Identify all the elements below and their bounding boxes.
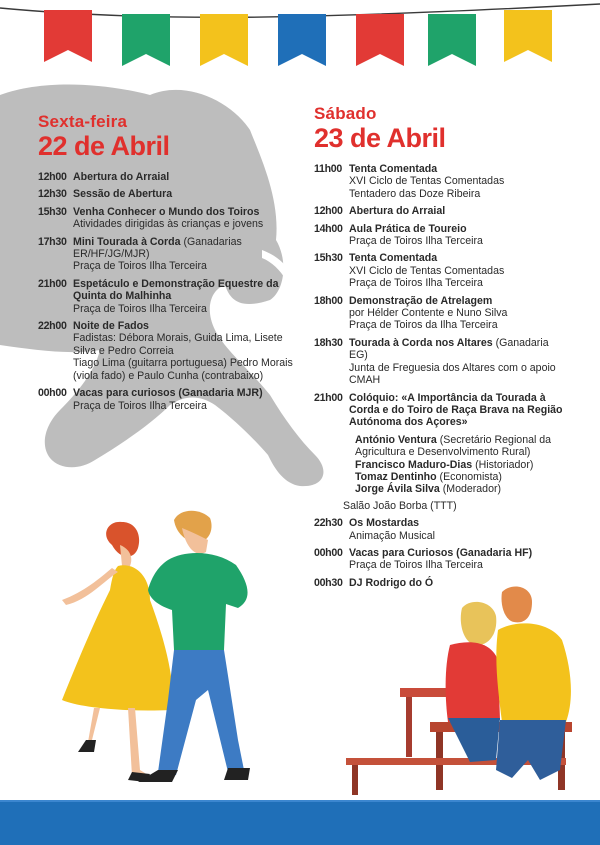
event-time: 18h00 [314,294,343,307]
speaker: Jorge Ávila Silva (Moderador) [355,483,502,496]
event-detail-line: XVI Ciclo de Tentas Comentadas [349,175,505,188]
event-title: Vacas para Curiosos (Ganadaria HF) [349,546,533,559]
man-dancer-icon [138,511,250,782]
event-time: 18h30 [314,336,343,349]
event-title-extra: (Ganadarias ER/HF/JG/MJR) [73,235,242,261]
event-time: 00h30 [314,576,343,589]
event-detail-line: Praça de Toiros Ilha Terceira [349,235,483,248]
event-time: 22h30 [314,517,343,530]
bunting-flag [356,14,404,66]
event-title: Tenta Comentada [349,163,438,175]
event-details [73,236,300,273]
event-time: 22h00 [38,320,67,333]
event-title: Mini Tourada à Corda (Ganadarias ER/HF/JG/MJR) [73,235,242,261]
event-details [349,547,564,572]
event-title: Colóquio: «A Importância da Tourada à Corda e do Toiro de Raça Brava na Região Autónoma dos Açores» [349,391,563,429]
schedule-event [314,392,564,513]
bunting-flag [44,10,92,62]
event-detail-line: Praça de Toiros Ilha Terceira [73,399,207,412]
event-title: Noite de Fados [73,320,149,333]
bunting-flag [122,14,170,66]
event-detail-line: Tiago Lima (guitarra portuguesa) Pedro Morais (viola fado) e Paulo Cunha (contrabaixo) [73,357,293,382]
event-details [73,387,300,412]
event-title: Aula Prática de Toureio [349,222,467,235]
schedule-event [314,547,564,572]
bunting-flag [200,14,248,66]
event-time: 00h00 [38,387,67,400]
ground-band [0,802,600,845]
bunting-flag [278,14,326,66]
event-title: Demonstração de Atrelagem [349,294,493,307]
event-detail-line: Praça de Toiros da Ilha Terceira [349,319,498,332]
schedule-event [38,320,300,382]
event-details [349,517,564,542]
event-time: 15h30 [314,252,343,265]
saturday-schedule [314,163,564,594]
bunting [0,0,600,100]
event-time: 15h30 [38,205,67,218]
friday-date: 22 de Abril [38,131,170,161]
event-title: Venha Conhecer o Mundo dos Toiros [73,205,260,218]
schedule-event [314,577,564,589]
event-title: Tenta Comentada [349,252,438,265]
schedule-event [38,387,300,412]
schedule-event [38,171,300,183]
schedule-event [38,236,300,273]
event-detail-line: Praça de Toiros Ilha Terceira [73,302,207,315]
event-details [349,223,564,248]
event-title: Os Mostardas [349,517,420,530]
event-detail-line: Praça de Toiros Ilha Terceira [349,559,483,572]
event-details [73,171,300,183]
friday-schedule [38,171,300,417]
event-time: 11h00 [314,163,342,175]
schedule-event [314,223,564,248]
event-title: Tourada à Corda nos Altares (Ganadaria EG) [349,336,549,362]
event-time: 21h00 [38,277,67,290]
event-time: 17h30 [38,235,67,248]
schedule-event [314,205,564,217]
schedule-event [314,252,564,289]
schedule-event [314,337,564,387]
event-details [349,337,564,387]
event-time: 12h00 [314,205,343,218]
event-title: Espetáculo e Demonstração Equestre da Quinta do Malhinha [73,277,279,303]
schedule-event [38,188,300,200]
event-details [349,577,564,589]
schedule-event [314,517,564,542]
saturday-day-name: Sábado [314,104,377,123]
event-detail-line: Praça de Toiros Ilha Terceira [349,277,483,290]
friday-header [38,112,170,160]
saturday-header [314,104,446,152]
event-detail-line: Animação Musical [349,529,435,542]
speaker: Tomaz Dentinho (Economista) [355,470,502,483]
event-title: Vacas para curiosos (Ganadaria MJR) [73,387,263,400]
event-details [349,205,564,217]
event-details [349,252,564,289]
event-title-extra: (Ganadaria EG) [349,336,549,362]
event-details [349,295,564,332]
event-title: Abertura do Arraial [73,171,170,183]
speaker: Francisco Maduro-Dias (Historiador) [355,458,534,471]
event-detail-line: Praça de Toiros Ilha Terceira [73,260,207,273]
event-time: 00h00 [314,546,343,559]
event-details [349,163,564,200]
event-title: Sessão de Abertura [73,188,173,201]
event-detail-line: Junta de Freguesia dos Altares com o apoio CMAH [349,361,556,387]
event-time: 12h30 [38,188,67,201]
event-venue: Salão João Borba (TTT) [343,499,457,512]
event-title: DJ Rodrigo do Ó [349,576,434,589]
event-details [73,320,300,382]
schedule-event [314,295,564,332]
bunting-flag [504,10,552,62]
event-details [73,188,300,200]
speaker-list [355,434,564,496]
event-detail-line: por Hélder Contente e Nuno Silva [349,307,508,320]
speaker: António Ventura (Secretário Regional da Agricultura e Desenvolvimento Rural) [355,433,552,459]
event-detail-line: Fadistas: Débora Morais, Guida Lima, Lisete Silva e Pedro Correia [73,332,283,357]
saturday-date: 23 de Abril [314,123,446,153]
event-details [343,391,564,513]
schedule-event [38,206,300,231]
friday-day-name: Sexta-feira [38,112,128,131]
event-detail-line: XVI Ciclo de Tentas Comentadas [349,264,505,277]
event-detail-line: Tentadero das Doze Ribeira [349,187,481,200]
event-detail-line: Atividades dirigidas às crianças e jovens [73,218,264,231]
event-time: 14h00 [314,222,343,235]
bunting-flag [428,14,476,66]
event-details [73,278,300,315]
event-time: 21h00 [314,391,343,404]
schedule-event [38,278,300,315]
woman-dancer-icon [62,522,172,782]
event-time: 12h00 [38,171,67,183]
schedule-event [314,163,564,200]
event-details [73,206,300,231]
event-title: Abertura do Arraial [349,205,446,218]
